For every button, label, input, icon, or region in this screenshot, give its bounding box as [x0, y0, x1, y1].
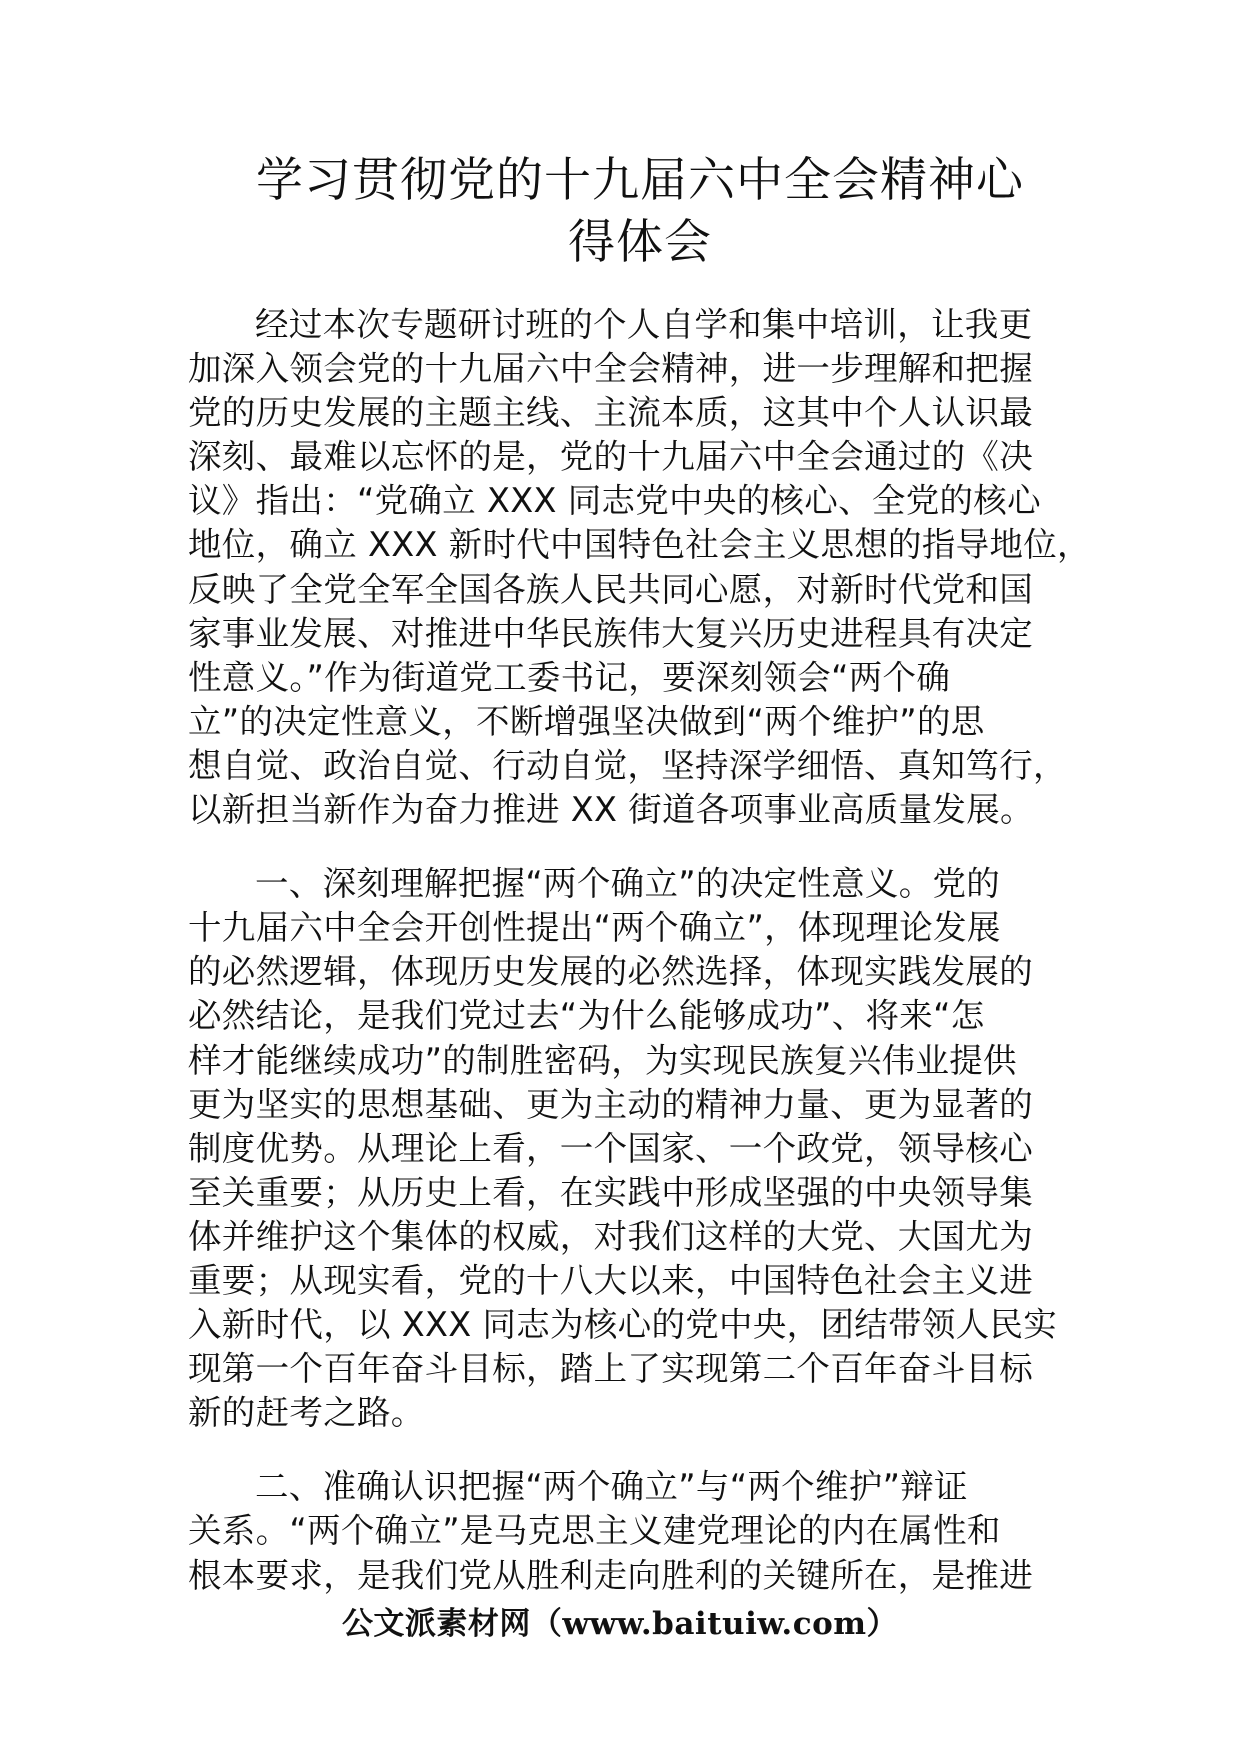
paragraph-line: 更为坚实的思想基础、更为主动的精神力量、更为显著的 [188, 1084, 1033, 1124]
paragraph-line: 新的赶考之路。 [188, 1393, 425, 1433]
paragraph-line: 现第一个百年奋斗目标，踏上了实现第二个百年奋斗目标 [188, 1349, 1033, 1389]
paragraph-line: 至关重要；从历史上看，在实践中形成坚强的中央领导集 [188, 1172, 1033, 1212]
paragraph-line: 想自觉、政治自觉、行动自觉，坚持深学细悟、真知笃行， [188, 745, 1067, 785]
paragraph-line: 性意义。”作为街道党工委书记，要深刻领会“两个确 [188, 657, 951, 697]
paragraph-line: 立”的决定性意义，不断增强坚决做到“两个维护”的思 [188, 701, 985, 741]
paragraph-line: 必然结论，是我们党过去“为什么能够成功”、将来“怎 [188, 996, 985, 1036]
paragraph-line: 地位，确立 XXX 新时代中国特色社会主义思想的指导地位， [188, 525, 1091, 565]
title-line-1: 学习贯彻党的十九届六中全会精神心 [256, 153, 1024, 208]
paragraph-line: 以新担当新作为奋力推进 XX 街道各项事业高质量发展。 [188, 790, 1034, 830]
paragraph [188, 1465, 1068, 1597]
paragraph-line: 十九届六中全会开创性提出“两个确立”，体现理论发展 [188, 908, 1001, 948]
paragraph-line: 反映了全党全军全国各族人民共同心愿，对新时代党和国 [188, 569, 1033, 609]
paragraph [188, 303, 1091, 832]
paragraph-line: 的必然逻辑，体现历史发展的必然选择，体现实践发展的 [188, 952, 1033, 992]
title-line-2: 得体会 [568, 215, 712, 270]
paragraph [188, 862, 1068, 1435]
paragraph-line: 家事业发展、对推进中华民族伟大复兴历史进程具有决定 [188, 613, 1033, 653]
paragraph-line: 经过本次专题研讨班的个人自学和集中培训，让我更 [255, 305, 1033, 344]
paragraph-line: 体并维护这个集体的权威，对我们这样的大党、大国尤为 [188, 1216, 1033, 1256]
paragraph-line: 一、深刻理解把握“两个确立”的决定性意义。党的 [255, 864, 1001, 904]
paragraph-line: 深刻、最难以忘怀的是，党的十九届六中全会通过的《决 [188, 437, 1033, 477]
paragraph-line: 二、准确认识把握“两个确立”与“两个维护”辩证 [255, 1467, 968, 1507]
document-title [190, 150, 1090, 274]
paragraph-line: 议》指出：“党确立 XXX 同志党中央的核心、全党的核心 [188, 481, 1041, 521]
watermark-footer: 公文派素材网（www.baituiw.com） [341, 1606, 899, 1642]
paragraph-line: 关系。“两个确立”是马克思主义建党理论的内在属性和 [188, 1511, 1001, 1551]
paragraph-line: 制度优势。从理论上看，一个国家、一个政党，领导核心 [188, 1128, 1033, 1168]
document-body [188, 303, 1091, 1628]
paragraph-line: 重要；从现实看，党的十八大以来，中国特色社会主义进 [188, 1260, 1033, 1300]
paragraph-line: 入新时代，以 XXX 同志为核心的党中央，团结带领人民实 [188, 1305, 1058, 1345]
paragraph-line: 根本要求，是我们党从胜利走向胜利的关键所在，是推进 [188, 1555, 1033, 1595]
paragraph-line: 加深入领会党的十九届六中全会精神，进一步理解和把握 [188, 349, 1033, 389]
paragraph-line: 样才能继续成功”的制胜密码，为实现民族复兴伟业提供 [188, 1040, 1017, 1080]
paragraph-line: 党的历史发展的主题主线、主流本质，这其中个人认识最 [188, 393, 1033, 433]
